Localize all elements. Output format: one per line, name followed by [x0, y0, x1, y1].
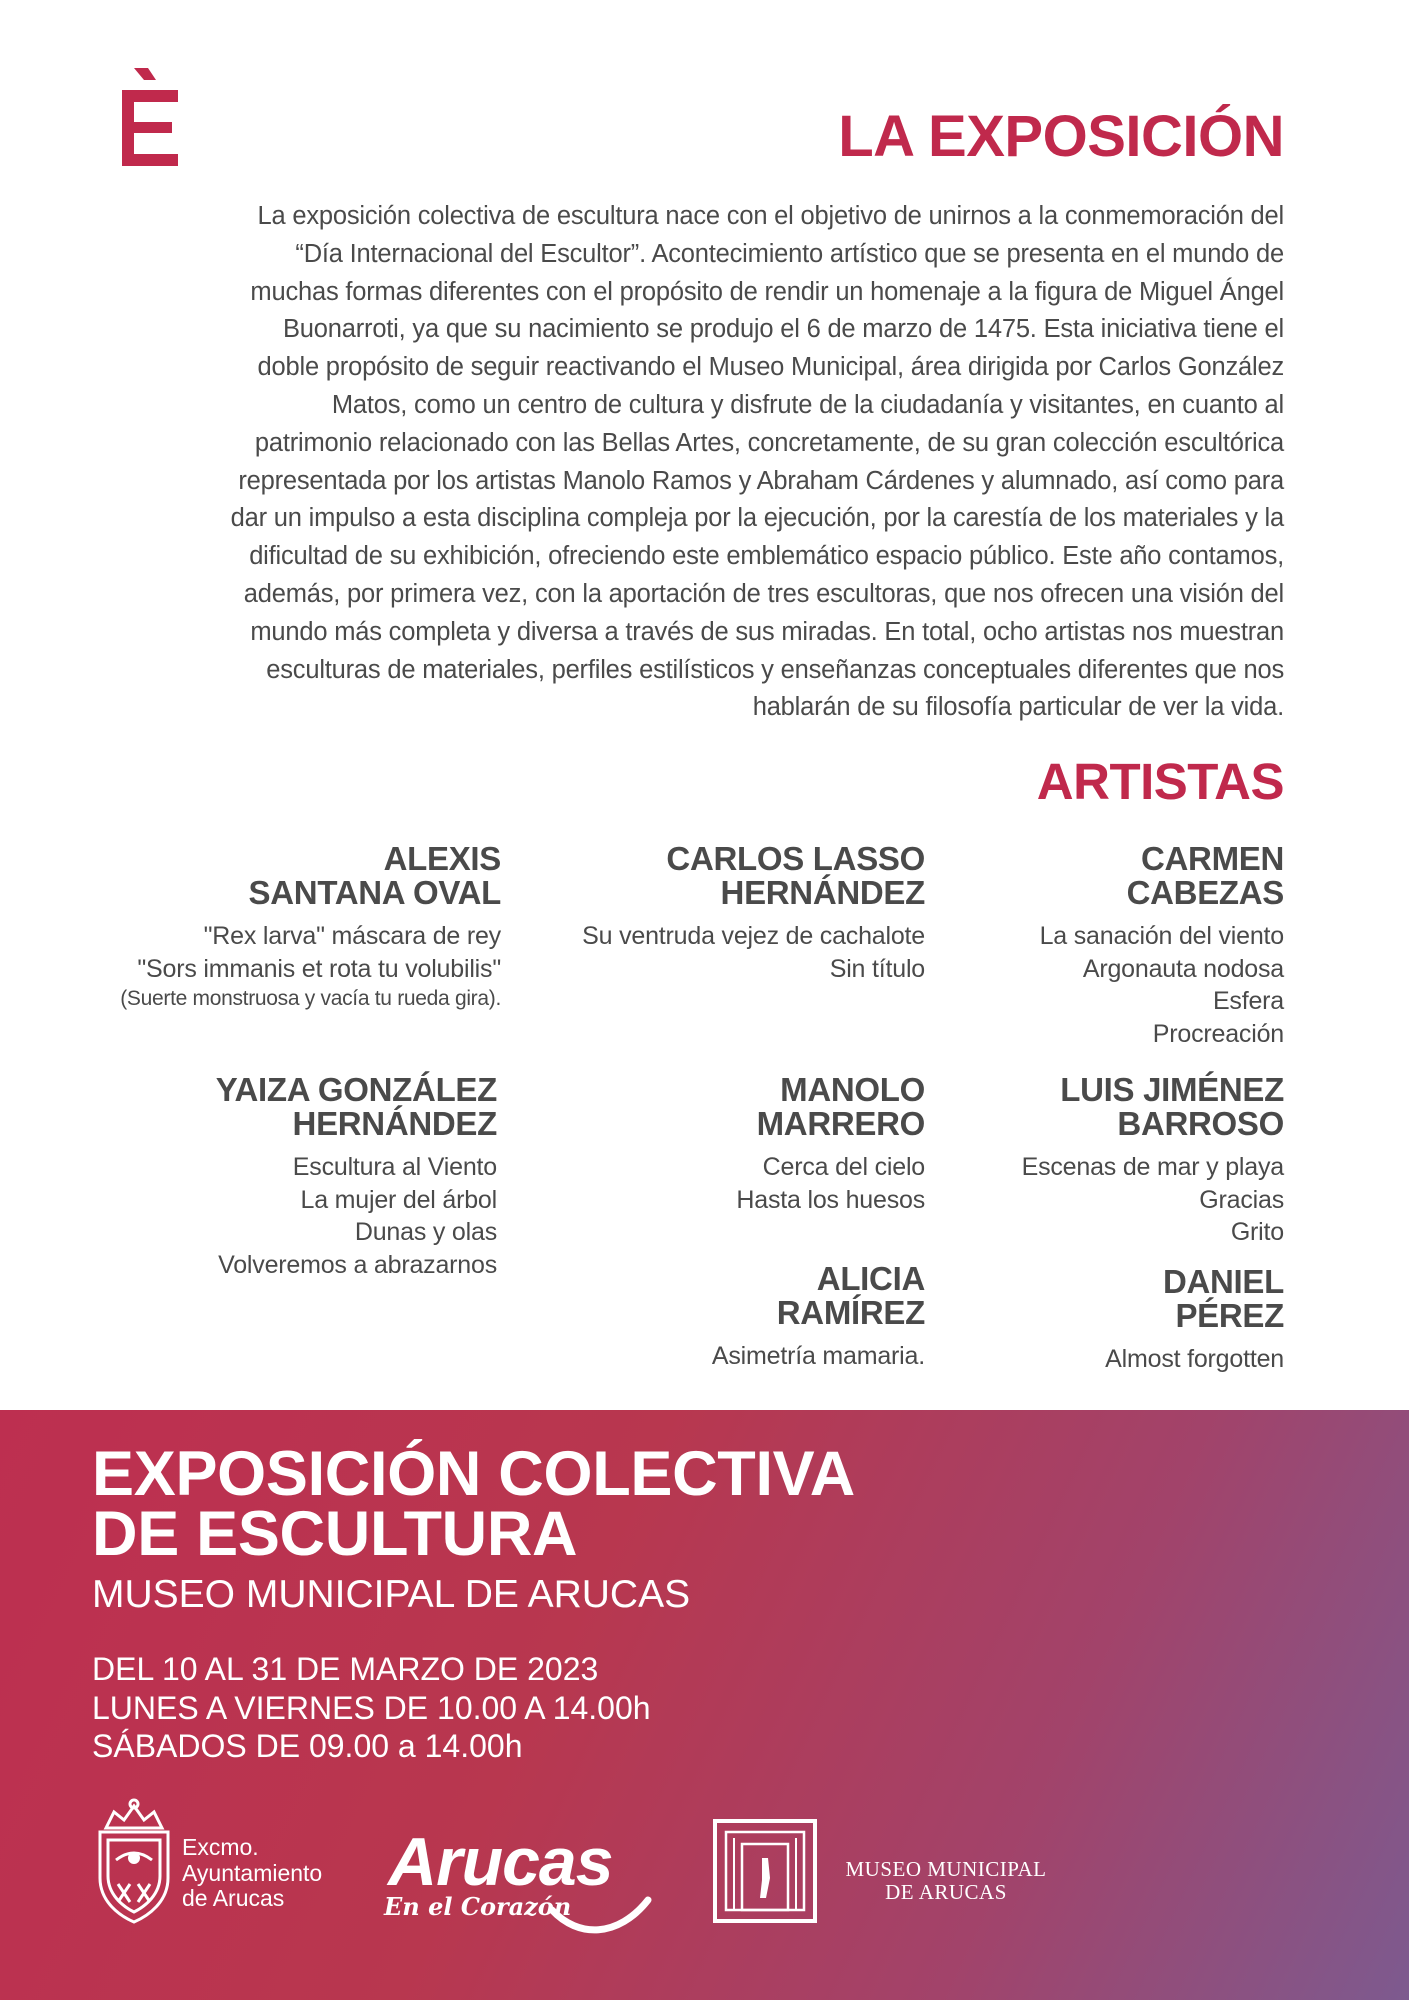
coat-of-arms-icon — [86, 1798, 182, 1926]
artist-name: ALICIA RAMÍREZ — [776, 1260, 925, 1331]
artists-heading: ARTISTAS — [1036, 753, 1284, 810]
artist-yaiza-gonzalez — [216, 1073, 497, 1281]
artist-work: Escenas de mar y playa — [1021, 1153, 1284, 1181]
schedule-line: SÁBADOS DE 09.00 a 14.00h — [92, 1728, 523, 1764]
artist-carlos-lasso — [582, 842, 925, 985]
schedule-line: LUNES A VIERNES DE 10.00 A 14.00h — [92, 1689, 651, 1726]
artist-work: Escultura al Viento — [292, 1153, 497, 1181]
artist-daniel-perez — [1105, 1265, 1284, 1376]
artist-work: Procreación — [1152, 1019, 1284, 1048]
artist-name: CARLOS LASSO HERNÁNDEZ — [666, 840, 925, 911]
artist-work: Argonauta nodosa — [1082, 954, 1284, 983]
arucas-brand-logo: Arucas — [388, 1824, 613, 1900]
banner-title: EXPOSICIÓN COLECTIVA DE ESCULTURA — [92, 1439, 855, 1569]
artist-work: La sanación del viento — [1039, 922, 1284, 950]
arucas-brand-tagline: En el Corazón — [384, 1892, 572, 1921]
schedule-line: DEL 10 AL 31 DE MARZO DE 2023 — [92, 1651, 599, 1687]
artist-work: Dunas y olas — [354, 1218, 497, 1246]
artist-alicia-ramirez — [712, 1262, 925, 1373]
museum-doorway-icon — [712, 1818, 818, 1924]
artist-work: La mujer del árbol — [300, 1185, 497, 1214]
banner-museum-name: MUSEO MUNICIPAL DE ARUCAS — [92, 1573, 691, 1616]
artist-name: LUIS JIMÉNEZ BARROSO — [1060, 1071, 1284, 1142]
heart-swoosh-icon — [548, 1880, 658, 1940]
artist-work: Asimetría mamaria. — [711, 1342, 925, 1370]
artist-work: Volveremos a abrazarnos — [218, 1250, 497, 1279]
artist-luis-jimenez — [1022, 1073, 1284, 1249]
artist-work: Gracias — [1199, 1185, 1284, 1214]
artist-name: MANOLO MARRERO — [756, 1071, 925, 1142]
artist-name: ALEXIS SANTANA OVAL — [248, 840, 501, 911]
artist-work: Sin título — [829, 954, 925, 983]
page-title: LA EXPOSICIÓN — [838, 104, 1284, 169]
artist-alexis-santana — [120, 842, 501, 1013]
ayuntamiento-name: Excmo. Ayuntamiento de Arucas — [182, 1834, 323, 1911]
artist-work: Cerca del cielo — [762, 1153, 925, 1181]
artist-work-note: (Suerte monstruosa y vacía tu rueda gira). — [120, 987, 501, 1010]
artist-name: YAIZA GONZÁLEZ HERNÁNDEZ — [215, 1071, 497, 1142]
artist-work: Su ventruda vejez de cachalote — [582, 922, 925, 950]
artist-work: "Rex larva" máscara de rey — [203, 922, 501, 950]
intro-paragraph: La exposición colectiva de escultura nace con el objetivo de unirnos a la conmemoración del “Día Internacional del Escultor”. Acontecimiento artístico que se presenta en el mundo de muchas formas diferentes con el propósito de rendir un homenaje a la figura de Miguel Ángel Buonarroti, ya que su nacimiento se produjo el 6 de marzo de 1475. Esta iniciativa tiene el doble propósito de seguir reactivando el Museo Municipal, área dirigida por Carlos González Matos, como un centro de cultura y disfrute de la ciudadanía y visitantes, en cuanto al patrimonio relacionado con las Bellas Artes, concretamente, de su gran colección escultórica representada por los artistas Manolo Ramos y Abraham Cárdenes y alumnado, así como para dar un impulso a esta disciplina compleja por la ejecución, por la carestía de los materiales y la dificultad de su exhibición, ofreciendo este emblemático espacio público. Este año contamos, además, por primera vez, con la aportación de tres escultoras, que nos ofrecen una visión del mundo más completa y diversa a través de sus miradas. En total, ocho artistas nos muestran esculturas de materiales, perfiles estilísticos y enseñanzas conceptuales diferentes que nos hablarán de su filosofía particular de ver la vida. — [230, 202, 1284, 722]
artist-work: Almost forgotten — [1105, 1345, 1284, 1373]
artist-work: Grito — [1230, 1218, 1284, 1246]
banner-schedule — [92, 1650, 651, 1766]
artist-name: DANIEL PÉREZ — [1162, 1263, 1284, 1334]
artist-work: Esfera — [1212, 987, 1284, 1015]
artist-work: "Sors immanis et rota tu volubilis" — [137, 954, 501, 983]
e-grave-letter-logo-icon — [118, 68, 182, 168]
artist-name: CARMEN CABEZAS — [1126, 840, 1284, 911]
artist-work: Hasta los huesos — [736, 1185, 925, 1214]
artist-carmen-cabezas — [1040, 842, 1284, 1050]
artist-manolo-marrero — [736, 1073, 925, 1216]
museo-municipal-logo-text: MUSEO MUNICIPAL DE ARUCAS — [845, 1857, 1047, 1904]
